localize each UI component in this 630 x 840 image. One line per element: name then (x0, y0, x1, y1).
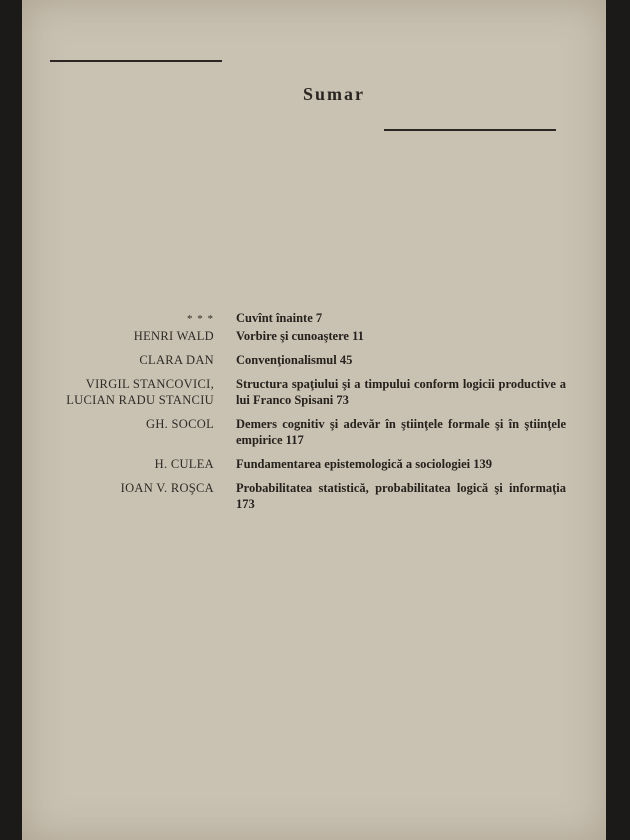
book-page (22, 0, 606, 840)
bottom-rule (384, 129, 556, 131)
toc-author: IOAN V. ROŞCA (120, 481, 214, 495)
page-title: Sumar (302, 84, 365, 104)
toc-author: * * * (187, 313, 214, 325)
toc-title: Fundamentarea epistemologică a sociologiei 139 (236, 457, 492, 471)
toc-author: HENRI WALD (133, 329, 214, 343)
toc-title: Demers cognitiv şi adevăr în ştiinţele formale şi în ştiinţele empirice 117 (236, 417, 566, 447)
top-rule (50, 60, 222, 62)
toc-author: VIRGIL STANCOVICI, LUCIAN RADU STANCIU (66, 377, 214, 407)
toc-title: Probabilitatea statistică, probabilitatea logică şi informaţia 173 (236, 481, 566, 511)
toc-author: CLARA DAN (139, 353, 214, 367)
toc-title: Structura spaţiului şi a timpului conform logicii productive a lui Franco Spisani 73 (236, 377, 566, 407)
toc-title: Convenţionalismul 45 (236, 353, 353, 367)
toc-title: Cuvînt înainte 7 (236, 311, 323, 325)
toc-author: H. CULEA (154, 457, 214, 471)
toc-title: Vorbire şi cunoaştere 11 (236, 329, 364, 343)
toc-author: GH. SOCOL (146, 417, 214, 431)
